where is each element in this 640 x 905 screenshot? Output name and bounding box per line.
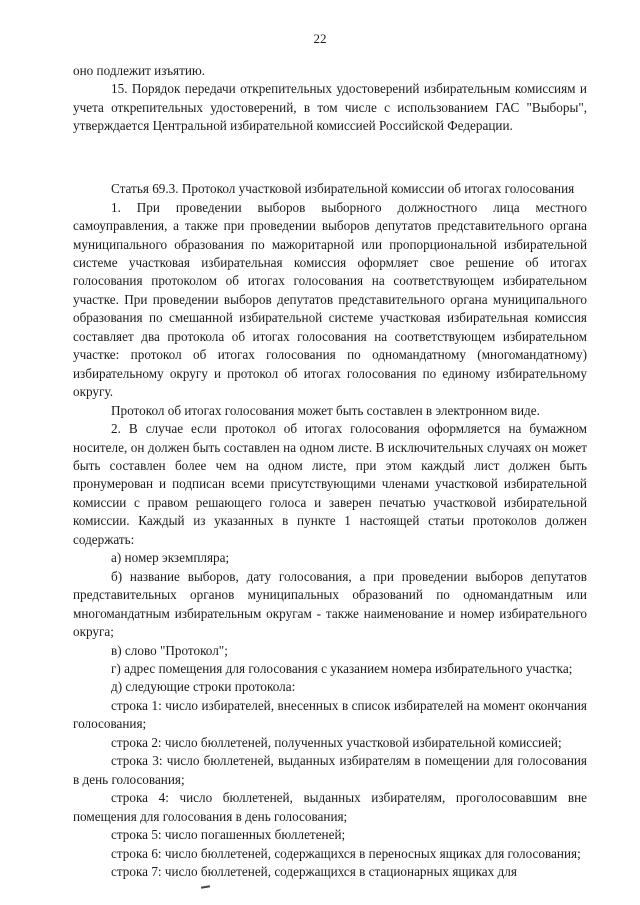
paragraph: Статья 69.3. Протокол участковой избирательной комиссии об итогах голосования <box>111 181 575 197</box>
paragraph: строка 6: число бюллетеней, содержащихся в переносных ящиках для голосования; <box>111 845 581 861</box>
paragraph: 15. Порядок передачи открепительных удостоверений избирательным комиссиям и учета открепительных удостоверений, в том числе с использованием ГАС "Выборы", утверждается Центральной избирательной комиссией Российской Федерации. <box>73 81 587 134</box>
paragraph: 1. При проведении выборов выборного должностного лица местного самоуправления, а также при проведении выборов депутатов представительного органа муниципального образования по мажоритарной или пропорциональной избирательной системе участковая избирательная комиссия оформляет свое решение об итогах голосования протоколом об итогах голосования на соответствующем избирательном участке. При проведении выборов депутатов представительного органа муниципального образования по смешанной избирательной системе участковая избирательная комиссия составляет два протокола об итогах голосования на соответствующем избирательном участке: протокол об итогах голосования по одномандатному (многомандатному) избирательному округу и протокол об итогах голосования по единому избирательному округу. <box>73 199 587 400</box>
paragraph: б) название выборов, дату голосования, а при проведении выборов депутатов представительных органов муниципальных образований по одномандатным или многомандатным избирательным округам - также наименование и номер избирательного округа; <box>73 568 587 640</box>
paragraph: оно подлежит изъятию. <box>73 63 206 78</box>
paragraph: строка 3: число бюллетеней, выданных избирателям в помещении для голосования в день голосования; <box>73 753 587 787</box>
paragraph: д) следующие строки протокола: <box>111 679 296 695</box>
paragraph: строка 5: число погашенных бюллетеней; <box>111 827 346 843</box>
paragraph: а) номер экземпляра; <box>111 550 230 566</box>
paragraph: 2. В случае если протокол об итогах голосования оформляется на бумажном носителе, он должен быть составлен на одном листе. В исключительных случаях он может быть составлен более чем на одном листе, при этом каждый лист должен быть пронумерован и подписан всеми присутствующими членами участковой избирательной комиссии с правом решающего голоса и заверен печатью участковой избирательной комиссии. Каждый из указанных в пункте 1 настоящей статьи протоколов должен содержать: <box>73 421 587 547</box>
paragraph-gap <box>73 149 587 167</box>
page-number: 22 <box>313 31 327 46</box>
paragraph: г) адрес помещения для голосования с указанием номера избирательного участка; <box>111 660 573 676</box>
paragraph: в) слово "Протокол"; <box>111 642 228 658</box>
document-body <box>73 62 587 881</box>
paragraph: строка 1: число избирателей, внесенных в список избирателей на момент окончания голосования; <box>73 697 587 732</box>
paragraph: Протокол об итогах голосования может быть составлен в электронном виде. <box>111 402 540 418</box>
paragraph: строка 2: число бюллетеней, полученных участковой избирательной комиссией; <box>111 734 562 750</box>
paragraph: строка 7: число бюллетеней, содержащихся в стационарных ящиках для <box>111 863 517 879</box>
scan-mark <box>201 885 210 889</box>
paragraph: строка 4: число бюллетеней, выданных избирателям, проголосовавшим вне помещения для голосования в день голосования; <box>73 790 587 824</box>
